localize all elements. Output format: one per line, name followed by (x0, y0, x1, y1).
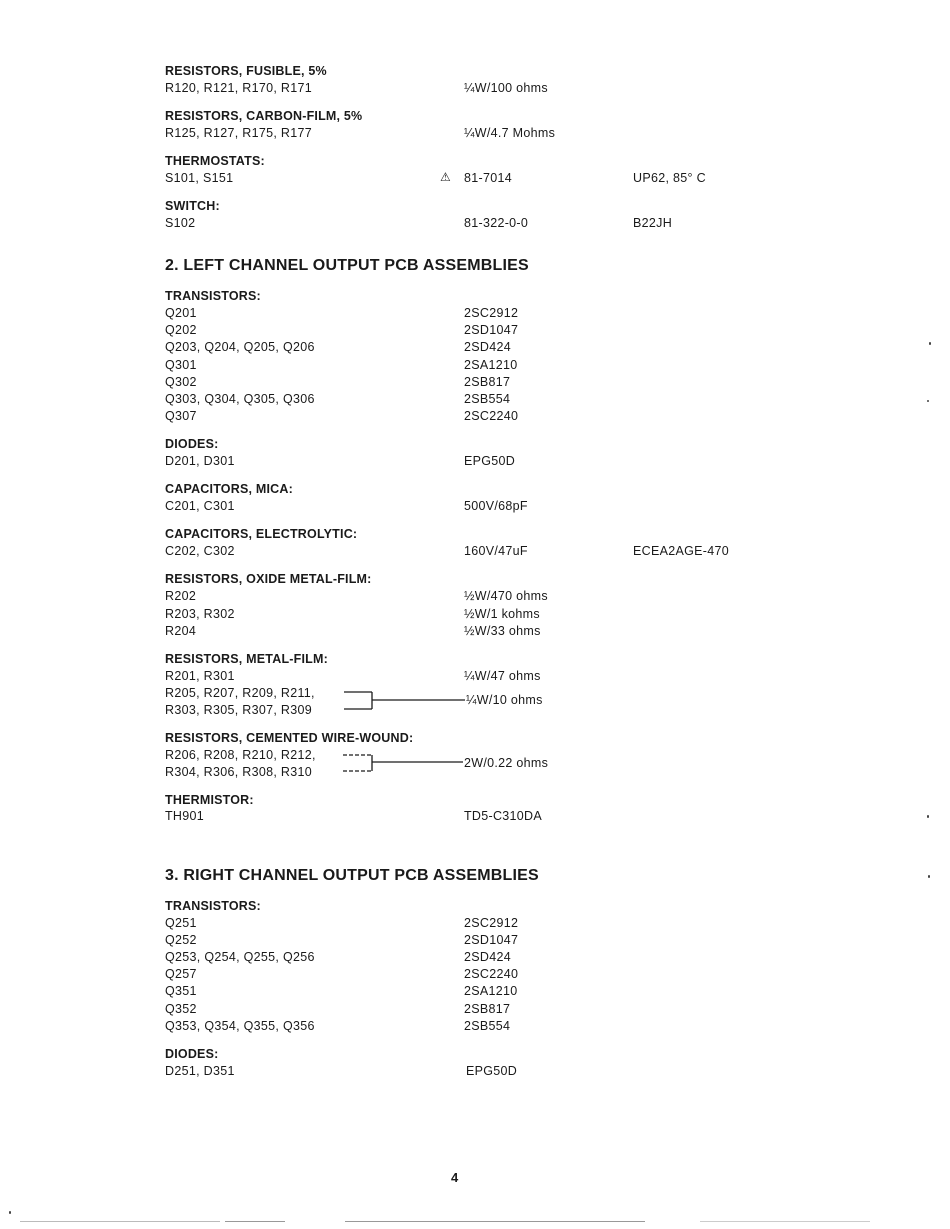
part-number: 2SA1210 (464, 357, 518, 372)
scan-edge-line (20, 1221, 220, 1222)
part-type: UP62, 85° C (633, 171, 706, 185)
ref-designators: R204 (165, 624, 197, 638)
part-type: B22JH (633, 216, 673, 230)
ref-designators: S101, S151 (165, 171, 234, 185)
section-heading-thermistor: THERMISTOR: (165, 793, 254, 807)
part-number: 2SD424 (464, 950, 511, 965)
section-heading-resistors-carbon-film: RESISTORS, CARBON-FILM, 5% (165, 109, 363, 123)
spec-value: 500V/68pF (464, 499, 528, 513)
scan-speck (927, 815, 929, 818)
part-number: 2SB554 (464, 392, 511, 406)
part-number: TD5-C310DA (464, 809, 543, 823)
metal-film-group-bracket (344, 692, 465, 709)
section-heading-transistors: TRANSISTORS: (165, 289, 261, 303)
section-title-right-channel: 3. RIGHT CHANNEL OUTPUT PCB ASSEMBLIES (165, 867, 539, 884)
part-number: 2SB817 (464, 374, 511, 389)
ref-designators: Q301 (165, 357, 197, 372)
ref-designators-group-line2: R304, R306, R308, R310 (165, 765, 312, 779)
scan-speck (928, 875, 930, 878)
part-number: 2SA1210 (464, 984, 518, 999)
scan-edge-line (345, 1221, 645, 1222)
ref-designators: Q353, Q354, Q355, Q356 (165, 1018, 315, 1033)
part-number: 2SB554 (464, 1018, 511, 1033)
ref-designators: TH901 (165, 809, 205, 823)
spec-value: ¼W/100 ohms (464, 81, 548, 95)
ref-designators: Q203, Q204, Q205, Q206 (165, 340, 315, 355)
ref-designators: Q253, Q254, Q255, Q256 (165, 950, 315, 965)
section-heading-capacitors-mica: CAPACITORS, MICA: (165, 482, 293, 496)
section-heading-thermostats: THERMOSTATS: (165, 154, 265, 168)
ref-designators: R125, R127, R175, R177 (165, 126, 312, 140)
ref-designators: Q201 (165, 306, 197, 320)
spec-value: ½W/33 ohms (464, 624, 541, 638)
ref-designators: Q302 (165, 374, 197, 389)
part-number: 2SD1047 (464, 933, 519, 948)
section-heading-resistors-metal-film: RESISTORS, METAL-FILM: (165, 652, 328, 666)
ref-designators: Q257 (165, 967, 197, 982)
part-number: 2SC2240 (464, 409, 519, 424)
page-number: 4 (451, 1170, 459, 1185)
warning-triangle-icon: ⚠ (440, 170, 452, 184)
ref-designators: S102 (165, 216, 196, 230)
spec-value: ¼W/47 ohms (464, 669, 541, 683)
part-number: 2SD1047 (464, 323, 519, 338)
ref-designators: D201, D301 (165, 454, 235, 468)
part-type: ECEA2AGE-470 (633, 544, 730, 558)
section-heading-transistors: TRANSISTORS: (165, 899, 261, 913)
part-number: 2SC2912 (464, 306, 519, 320)
ref-designators: Q202 (165, 323, 197, 338)
ref-designators: C201, C301 (165, 499, 235, 513)
section-heading-switch: SWITCH: (165, 199, 220, 213)
ref-designators: Q251 (165, 916, 197, 930)
part-number: EPG50D (464, 454, 516, 468)
ref-designators: Q307 (165, 409, 197, 424)
ref-designators: R201, R301 (165, 669, 235, 683)
part-number: 2SD424 (464, 340, 511, 355)
ref-designators: Q351 (165, 984, 197, 999)
spec-value: 160V/47uF (464, 544, 528, 558)
ref-designators-group-line2: R303, R305, R307, R309 (165, 703, 312, 717)
ref-designators: Q252 (165, 933, 197, 948)
ref-designators: Q352 (165, 1001, 197, 1016)
part-number: 81-322-0-0 (464, 216, 529, 230)
cemented-group-bracket (343, 755, 463, 771)
section-heading-diodes: DIODES: (165, 1047, 219, 1061)
part-number: 2SC2912 (464, 916, 519, 930)
part-number: 81-7014 (464, 171, 512, 185)
ref-designators: R202 (165, 589, 197, 603)
scan-speck (927, 400, 929, 402)
section-heading-resistors-cemented-wire-wound: RESISTORS, CEMENTED WIRE-WOUND: (165, 731, 414, 745)
spec-value: 2W/0.22 ohms (464, 756, 549, 770)
part-number: 2SC2240 (464, 967, 519, 982)
ref-designators-group-line1: R206, R208, R210, R212, (165, 748, 316, 762)
scan-speck (9, 1211, 11, 1214)
spec-value: ¼W/10 ohms (466, 693, 543, 707)
section-heading-capacitors-electrolytic: CAPACITORS, ELECTROLYTIC: (165, 527, 358, 541)
ref-designators-group-line1: R205, R207, R209, R211, (165, 686, 315, 700)
part-number: 2SB817 (464, 1001, 511, 1016)
ref-designators: Q303, Q304, Q305, Q306 (165, 392, 315, 406)
scan-edge-line (225, 1221, 285, 1222)
section-heading-resistors-oxide-metal-film: RESISTORS, OXIDE METAL-FILM: (165, 572, 372, 586)
ref-designators: R203, R302 (165, 606, 235, 621)
spec-value: ½W/1 kohms (464, 606, 540, 621)
ref-designators: R120, R121, R170, R171 (165, 81, 312, 95)
spec-value: ½W/470 ohms (464, 589, 548, 603)
section-heading-diodes: DIODES: (165, 437, 219, 451)
scan-speck (929, 342, 931, 345)
spec-value: ¼W/4.7 Mohms (464, 126, 556, 140)
section-heading-resistors-fusible: RESISTORS, FUSIBLE, 5% (165, 64, 327, 78)
section-title-left-channel: 2. LEFT CHANNEL OUTPUT PCB ASSEMBLIES (165, 257, 529, 274)
scan-edge-line (700, 1221, 870, 1222)
part-number: EPG50D (466, 1064, 518, 1078)
ref-designators: C202, C302 (165, 544, 235, 558)
ref-designators: D251, D351 (165, 1064, 235, 1078)
